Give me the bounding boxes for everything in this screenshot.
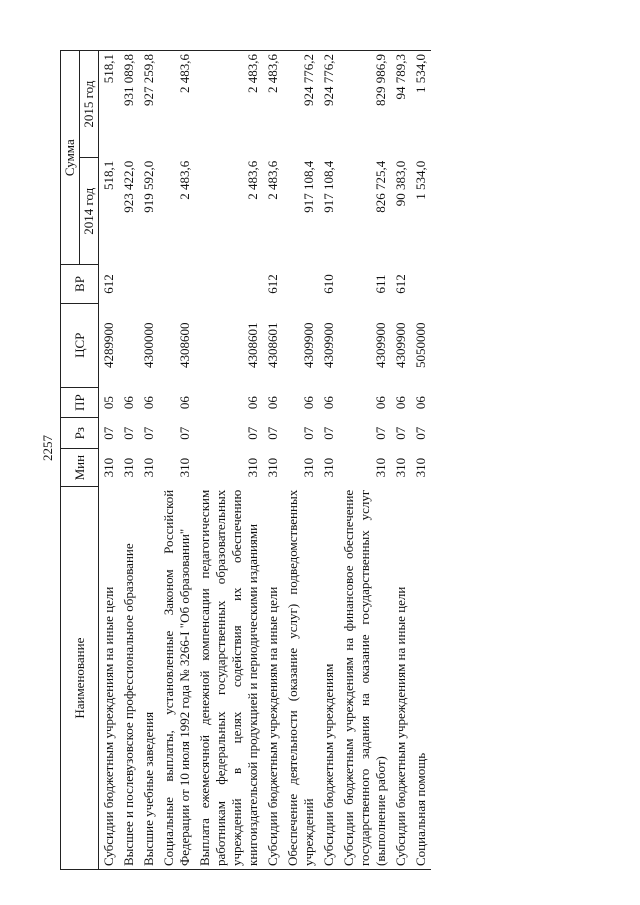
row-name: Субсидии бюджетным учреждениям bbox=[319, 487, 339, 870]
table-row bbox=[319, 51, 339, 870]
row-name: Субсидии бюджетным учреждениям на иные цели bbox=[263, 487, 283, 870]
row-vr: 612 bbox=[101, 274, 116, 294]
row-sum-2014: 917 108,4 bbox=[321, 160, 336, 213]
row-name: Субсидии бюджетным учреждениям на финансовое обеспечение государственного задания на оказание государственных услуг (выполнение работ) bbox=[339, 487, 391, 870]
row-pr: 06 bbox=[321, 396, 336, 410]
row-min: 310 bbox=[373, 457, 388, 478]
table-body bbox=[99, 51, 432, 870]
row-sum-2015: 829 986,9 bbox=[339, 51, 391, 158]
row-csr: 4289900 bbox=[101, 322, 116, 368]
row-sum-2014: 2 483,6 bbox=[177, 160, 192, 200]
row-csr: 4309900 bbox=[373, 322, 388, 368]
table-row bbox=[99, 51, 120, 870]
row-pr: 06 bbox=[413, 396, 428, 410]
row-sum-2014: 1 534,0 bbox=[413, 160, 428, 200]
row-name: Обеспечение деятельности (оказание услуг) подведомственных учреждений bbox=[283, 487, 319, 870]
header-2015: 2015 год bbox=[80, 51, 99, 158]
row-vr bbox=[195, 265, 263, 303]
row-name: Субсидии бюджетным учреждениям на иные цели bbox=[99, 487, 120, 870]
table-row bbox=[139, 51, 159, 870]
row-pr: 06 bbox=[265, 396, 280, 410]
row-rz: 07 bbox=[177, 426, 192, 440]
row-vr bbox=[411, 265, 431, 303]
row-name: Высшее и послевузовское профессиональное образование bbox=[119, 487, 139, 870]
row-name: Субсидии бюджетным учреждениям на иные цели bbox=[391, 487, 411, 870]
row-csr: 4309900 bbox=[301, 322, 316, 368]
row-vr: 610 bbox=[321, 274, 336, 294]
row-csr: 4308601 bbox=[245, 322, 260, 368]
row-min: 310 bbox=[301, 457, 316, 478]
row-vr bbox=[283, 265, 319, 303]
row-pr: 06 bbox=[373, 396, 388, 410]
header-csr: ЦСР bbox=[61, 303, 99, 387]
row-min: 310 bbox=[393, 457, 408, 478]
row-csr: 5050000 bbox=[413, 322, 428, 368]
table-row bbox=[159, 51, 195, 870]
row-pr: 06 bbox=[393, 396, 408, 410]
header-2014: 2014 год bbox=[80, 158, 99, 265]
table-header bbox=[61, 51, 99, 870]
row-sum-2014: 923 422,0 bbox=[121, 160, 136, 213]
row-pr: 06 bbox=[121, 396, 136, 410]
row-vr bbox=[139, 265, 159, 303]
row-pr: 06 bbox=[245, 396, 260, 410]
table-row bbox=[283, 51, 319, 870]
row-sum-2015: 1 534,0 bbox=[411, 51, 431, 158]
row-csr: 4308600 bbox=[177, 322, 192, 368]
rotated-page-content bbox=[60, 50, 594, 870]
table-row bbox=[119, 51, 139, 870]
table-row bbox=[411, 51, 431, 870]
row-rz: 07 bbox=[373, 426, 388, 440]
row-rz: 07 bbox=[413, 426, 428, 440]
row-sum-2015: 2 483,6 bbox=[195, 51, 263, 158]
table-row bbox=[263, 51, 283, 870]
row-sum-2015: 94 789,3 bbox=[391, 51, 411, 158]
row-sum-2014: 919 592,0 bbox=[141, 160, 156, 213]
row-pr: 06 bbox=[177, 396, 192, 410]
header-vr: ВР bbox=[61, 265, 99, 303]
row-rz: 07 bbox=[101, 426, 116, 440]
row-sum-2015: 2 483,6 bbox=[159, 51, 195, 158]
header-rz: Рз bbox=[61, 418, 99, 449]
header-sum: Сумма bbox=[61, 51, 80, 265]
header-min: Мин bbox=[61, 449, 99, 487]
row-rz: 07 bbox=[265, 426, 280, 440]
row-min: 310 bbox=[101, 457, 116, 478]
row-vr bbox=[119, 265, 139, 303]
table-row bbox=[391, 51, 411, 870]
row-name: Выплата ежемесячной денежной компенсации педагогическим работникам федеральных государственных образовательных учреждений в целях содействия их обеспечению книгоиздательской продукцией и периодическими изданиями bbox=[195, 487, 263, 870]
row-min: 310 bbox=[245, 457, 260, 478]
row-sum-2015: 931 089,8 bbox=[119, 51, 139, 158]
row-vr: 612 bbox=[265, 274, 280, 294]
row-vr: 612 bbox=[393, 274, 408, 294]
row-sum-2015: 924 776,2 bbox=[319, 51, 339, 158]
row-pr: 06 bbox=[301, 396, 316, 410]
row-csr: 4309900 bbox=[321, 322, 336, 368]
row-min: 310 bbox=[265, 457, 280, 478]
row-rz: 07 bbox=[393, 426, 408, 440]
row-sum-2014: 2 483,6 bbox=[245, 160, 260, 200]
row-rz: 07 bbox=[245, 426, 260, 440]
row-min: 310 bbox=[141, 457, 156, 478]
page-number: 2257 bbox=[40, 435, 55, 461]
row-sum-2014: 826 725,4 bbox=[373, 160, 388, 213]
row-pr: 06 bbox=[141, 396, 156, 410]
row-sum-2014: 917 108,4 bbox=[301, 160, 316, 213]
row-min: 310 bbox=[321, 457, 336, 478]
row-sum-2015: 927 259,8 bbox=[139, 51, 159, 158]
row-name: Высшие учебные заведения bbox=[139, 487, 159, 870]
table-row bbox=[195, 51, 263, 870]
row-csr: 4300000 bbox=[141, 322, 156, 368]
row-sum-2014: 90 383,0 bbox=[393, 160, 408, 207]
row-min: 310 bbox=[177, 457, 192, 478]
row-min: 310 bbox=[121, 457, 136, 478]
row-csr: 4308601 bbox=[265, 322, 280, 368]
row-sum-2014: 2 483,6 bbox=[265, 160, 280, 200]
row-csr bbox=[119, 303, 139, 387]
row-sum-2015: 518,1 bbox=[99, 51, 120, 158]
row-rz: 07 bbox=[301, 426, 316, 440]
row-sum-2014: 518,1 bbox=[101, 160, 116, 190]
row-rz: 07 bbox=[321, 426, 336, 440]
row-pr: 05 bbox=[101, 396, 116, 410]
row-sum-2015: 2 483,6 bbox=[263, 51, 283, 158]
row-name: Социальная помощь bbox=[411, 487, 431, 870]
row-min: 310 bbox=[413, 457, 428, 478]
row-name: Социальные выплаты, установленные Законом Российской Федерации от 10 июля 1992 года № 3266-I "Об образовании" bbox=[159, 487, 195, 870]
header-pr: ПР bbox=[61, 387, 99, 418]
row-rz: 07 bbox=[141, 426, 156, 440]
row-vr: 611 bbox=[373, 274, 388, 294]
header-name: Наименование bbox=[61, 487, 99, 870]
budget-table bbox=[60, 50, 431, 870]
row-sum-2015: 924 776,2 bbox=[283, 51, 319, 158]
row-csr: 4309900 bbox=[393, 322, 408, 368]
table-row bbox=[339, 51, 391, 870]
row-rz: 07 bbox=[121, 426, 136, 440]
row-vr bbox=[159, 265, 195, 303]
